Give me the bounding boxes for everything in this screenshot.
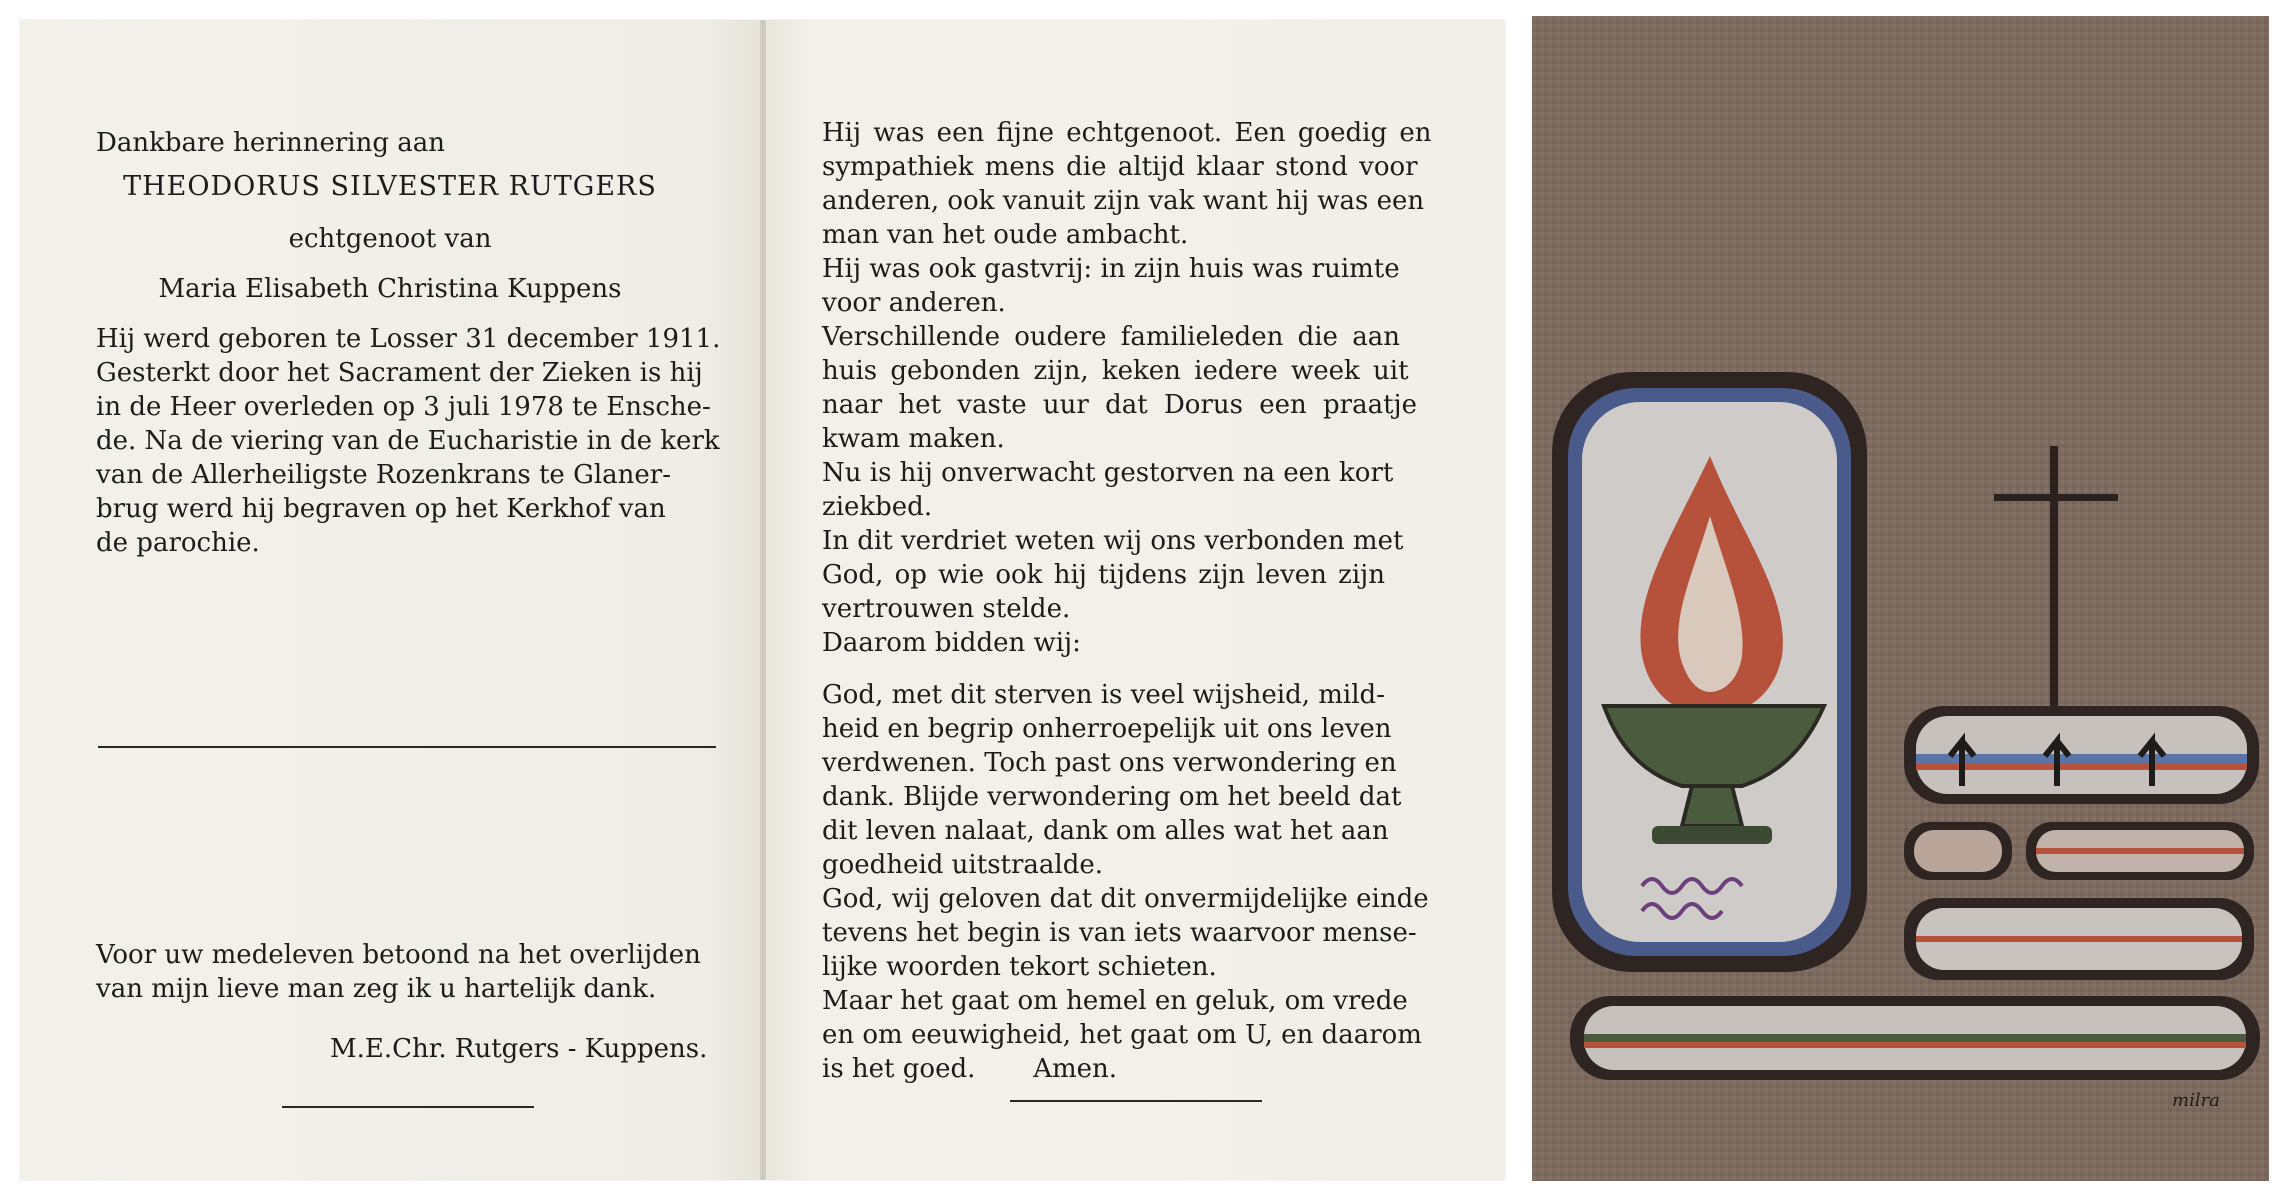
bio-line: de. Na de viering van de Eucharistie in de kerk — [96, 426, 720, 456]
prayer-line: en om eeuwigheid, het gaat om U, en daarom — [822, 1020, 1422, 1050]
bio-line: de parochie. — [96, 528, 260, 558]
prayer-line: dit leven nalaat, dank om alles wat het aan — [822, 816, 1389, 846]
prayer-line: heid en begrip onherroepelijk uit ons leven — [822, 714, 1392, 744]
closing-rule — [1010, 1100, 1262, 1102]
bio-line: in de Heer overleden op 3 juli 1978 te Ensche- — [96, 392, 711, 422]
prayer-line: God, met dit sterven is veel wijsheid, mild- — [822, 680, 1385, 710]
memorial-line: God, op wie ook hij tijdens zijn leven zijn — [822, 560, 1385, 590]
bio-line: Gesterkt door het Sacrament der Zieken is hij — [96, 358, 703, 388]
deceased-name: THEODORUS SILVESTER RUTGERS — [123, 171, 657, 202]
thanks-line: Voor uw medeleven betoond na het overlijden — [96, 940, 701, 970]
memorial-line: naar het vaste uur dat Dorus een praatje — [822, 390, 1417, 420]
prayer-line: lijke woorden tekort schieten. — [822, 952, 1217, 982]
memorial-line: kwam maken. — [822, 424, 1005, 454]
memorial-line: Verschillende oudere familieleden die aan — [822, 322, 1400, 352]
middle-page — [766, 20, 1505, 1180]
memorial-line: Hij was een fijne echtgenoot. Een goedig en — [822, 118, 1432, 148]
memorial-line: vertrouwen stelde. — [822, 594, 1071, 624]
memorial-line: ziekbed. — [822, 492, 933, 522]
bio-line: van de Allerheiligste Rozenkrans te Glaner- — [96, 460, 672, 490]
memorial-line: voor anderen. — [822, 288, 1006, 318]
prayer-line: dank. Blijde verwondering om het beeld dat — [822, 782, 1402, 812]
prayer-line: God, wij geloven dat dit onvermijdelijke einde — [822, 884, 1429, 914]
thanks-line: van mijn lieve man zeg ik u hartelijk dank. — [96, 974, 657, 1004]
memorial-line: huis gebonden zijn, keken iedere week uit — [822, 356, 1409, 386]
artwork-panel — [1532, 16, 2269, 1181]
memorial-line: Hij was ook gastvrij: in zijn huis was ruimte — [822, 254, 1400, 284]
artist-signature: milra — [2172, 1090, 2220, 1111]
prayer-line: tevens het begin is van iets waarvoor mense- — [822, 918, 1417, 948]
bio-line: Hij werd geboren te Losser 31 december 1911. — [96, 324, 721, 354]
signature-text: M.E.Chr. Rutgers - Kuppens. — [330, 1034, 708, 1064]
memorial-line: Nu is hij onverwacht gestorven na een kort — [822, 458, 1394, 488]
memorial-line: sympathiek mens die altijd klaar stond voor — [822, 152, 1418, 182]
prayer-line: is het goed. Amen. — [822, 1054, 1118, 1084]
spouse-name: Maria Elisabeth Christina Kuppens — [158, 274, 622, 304]
closing-rule — [282, 1106, 534, 1108]
lamp-panel — [1552, 372, 1867, 972]
divider-line — [98, 746, 716, 748]
memorial-line: Daarom bidden wij: — [822, 628, 1081, 658]
intro-text: Dankbare herinnering aan — [96, 128, 445, 158]
prayer-line: verdwenen. Toch past ons verwondering en — [822, 748, 1397, 778]
relation-text: echtgenoot van — [288, 224, 492, 254]
memorial-line: anderen, ook vanuit zijn vak want hij was een — [822, 186, 1425, 216]
artwork-illustration — [1532, 16, 2269, 1181]
left-page — [20, 20, 760, 1180]
bio-line: brug werd hij begraven op het Kerkhof van — [96, 494, 666, 524]
prayer-line: goedheid uitstraalde. — [822, 850, 1104, 880]
memorial-line: man van het oude ambacht. — [822, 220, 1189, 250]
prayer-line: Maar het gaat om hemel en geluk, om vrede — [822, 986, 1408, 1016]
memorial-line: In dit verdriet weten wij ons verbonden met — [822, 526, 1404, 556]
